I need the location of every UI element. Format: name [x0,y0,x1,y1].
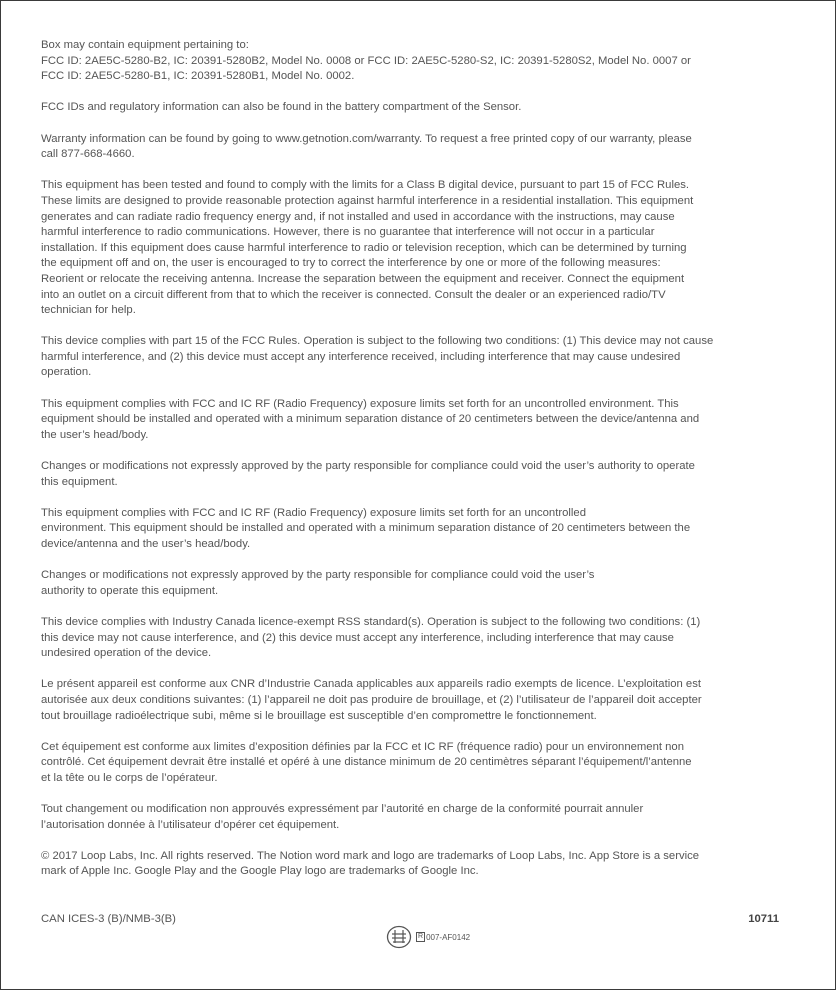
paragraph-line: These limits are designed to provide reasonable protection against harmful interference in a residential installation. This equipment [41,194,694,207]
paragraph-line: into an outlet on a circuit different from that to which the receiver is connected. Consult the dealer or an experienced radio/TV [41,288,666,301]
paragraph [41,802,799,833]
paragraph [41,677,799,724]
paragraph-line: Changes or modifications not expressly approved by the party responsible for compliance could void the user’s authority to operate [41,460,695,473]
paragraph [41,334,799,381]
paragraph-line: this equipment. [41,475,118,488]
paragraph-line: This device complies with Industry Canada licence-exempt RSS standard(s). Operation is subject to the following two conditions: (1) [41,615,701,628]
paragraph-line: Tout changement ou modification non approuvés expressément par l’autorité en charge de la conformité pourrait annuler [41,803,644,816]
paragraph-line: This equipment complies with FCC and IC RF (Radio Frequency) exposure limits set forth for an uncontrolled environment. This [41,397,679,410]
paragraph-line: call 877-668-4660. [41,148,135,161]
paragraph-line: This equipment has been tested and found to comply with the limits for a Class B digital device, pursuant to part 15 of FCC Rules. [41,179,690,192]
paragraph [41,397,799,444]
paragraph-line: technician for help. [41,304,136,317]
regulatory-text [41,38,799,896]
paragraph-line: Box may contain equipment pertaining to: [41,39,249,51]
ices-label: CAN ICES-3 (B)/NMB-3(B) [41,913,176,925]
paragraph [41,615,799,662]
paragraph [41,506,799,553]
paragraph-line: Changes or modifications not expressly approved by the party responsible for compliance could void the user’s [41,569,595,582]
paragraph-line: undesired operation of the device. [41,647,212,660]
paragraph-line: generates and can radiate radio frequency energy and, if not installed and used in accordance with the instructions, may cause [41,210,675,223]
paragraph-line: FCC IDs and regulatory information can also be found in the battery compartment of the Sensor. [41,101,522,114]
paragraph [41,38,799,85]
paragraph-line: Reorient or relocate the receiving antenna. Increase the separation between the equipment and receiver. Connect the equipment [41,272,685,285]
paragraph-line: This device complies with part 15 of the FCC Rules. Operation is subject to the following two conditions: (1) This device may not cause [41,335,714,348]
paragraph-line: operation. [41,366,92,379]
paragraph-line: tout brouillage radioélectrique subi, même si le brouillage est susceptible d’en compromettre le fonctionnement. [41,709,597,722]
footer [41,913,779,953]
paragraph-line: et la tête ou le corps de l’opérateur. [41,771,218,784]
certification-mark [386,925,470,949]
paragraph-line: l’autorisation donnée à l’utilisateur d’opérer cet équipement. [41,818,340,831]
paragraph [41,849,799,880]
paragraph-line: the user’s head/body. [41,428,149,441]
japan-radio-cert-mark-icon [386,925,412,949]
paragraph [41,132,799,163]
paragraph-line: the equipment off and on, the user is encouraged to try to correct the interference by one or more of the following measures: [41,257,661,270]
paragraph-line: contrôlé. Cet équipement devrait être installé et opéré à une distance minimum de 20 centimètres séparant l’équipement/l’antenne [41,756,692,769]
paragraph-line: equipment should be installed and operated with a minimum separation distance of 20 centimeters between the device/antenna and [41,413,700,426]
paragraph-line: autorisée aux deux conditions suivantes: (1) l’appareil ne doit pas produire de brouillage, et (2) l’utilisateur de l’appareil doit accepter [41,693,702,706]
paragraph-line: harmful interference to radio communications. However, there is no guarantee that interference will not occur in a particular [41,226,655,239]
paragraph-line: harmful interference, and (2) this device must accept any interference received, including interference that may cause undesired [41,350,681,363]
paragraph-line: this device may not cause interference, and (2) this device must accept any interference, including interference that may cause [41,631,674,644]
paragraph-line: This equipment complies with FCC and IC RF (Radio Frequency) exposure limits set forth for an uncontrolled [41,506,586,519]
code-number: 10711 [748,913,779,925]
paragraph-line: Cet équipement est conforme aux limites d’exposition définies par la FCC et IC RF (fréquence radio) pour un environnement non [41,740,684,753]
paragraph-line: installation. If this equipment does cause harmful interference to radio or television reception, which can be determined by turning [41,241,687,254]
paragraph-line: authority to operate this equipment. [41,584,219,597]
paragraph [41,459,799,490]
paragraph [41,100,799,116]
paragraph-line: FCC ID: 2AE5C-5280-B1, IC: 20391-5280B1, Model No. 0002. [41,70,355,83]
paragraph [41,178,799,318]
paragraph-line: mark of Apple Inc. Google Play and the Google Play logo are trademarks of Google Inc. [41,865,479,878]
cert-prefix: R [418,933,424,940]
cert-code [416,932,470,942]
paragraph-line: environment. This equipment should be installed and operated with a minimum separation distance of 20 centimeters between the [41,522,691,535]
paragraph-line: Le présent appareil est conforme aux CNR d’Industrie Canada applicables aux appareils radio exempts de licence. L’exploitation est [41,678,701,691]
paragraph [41,568,799,599]
paragraph-line: © 2017 Loop Labs, Inc. All rights reserved. The Notion word mark and logo are trademarks of Loop Labs, Inc. App Store is a service [41,849,700,862]
cert-code-text: 007-AF0142 [426,932,471,942]
paragraph-line: device/antenna and the user’s head/body. [41,538,251,550]
paragraph [41,740,799,787]
paragraph-line: Warranty information can be found by going to www.getnotion.com/warranty. To request a free printed copy of our warranty, please [41,132,692,145]
paragraph-line: FCC ID: 2AE5C-5280-B2, IC: 20391-5280B2, Model No. 0008 or FCC ID: 2AE5C-5280-S2, IC: 20391-5280S2, Model No. 0007 or [41,54,691,67]
